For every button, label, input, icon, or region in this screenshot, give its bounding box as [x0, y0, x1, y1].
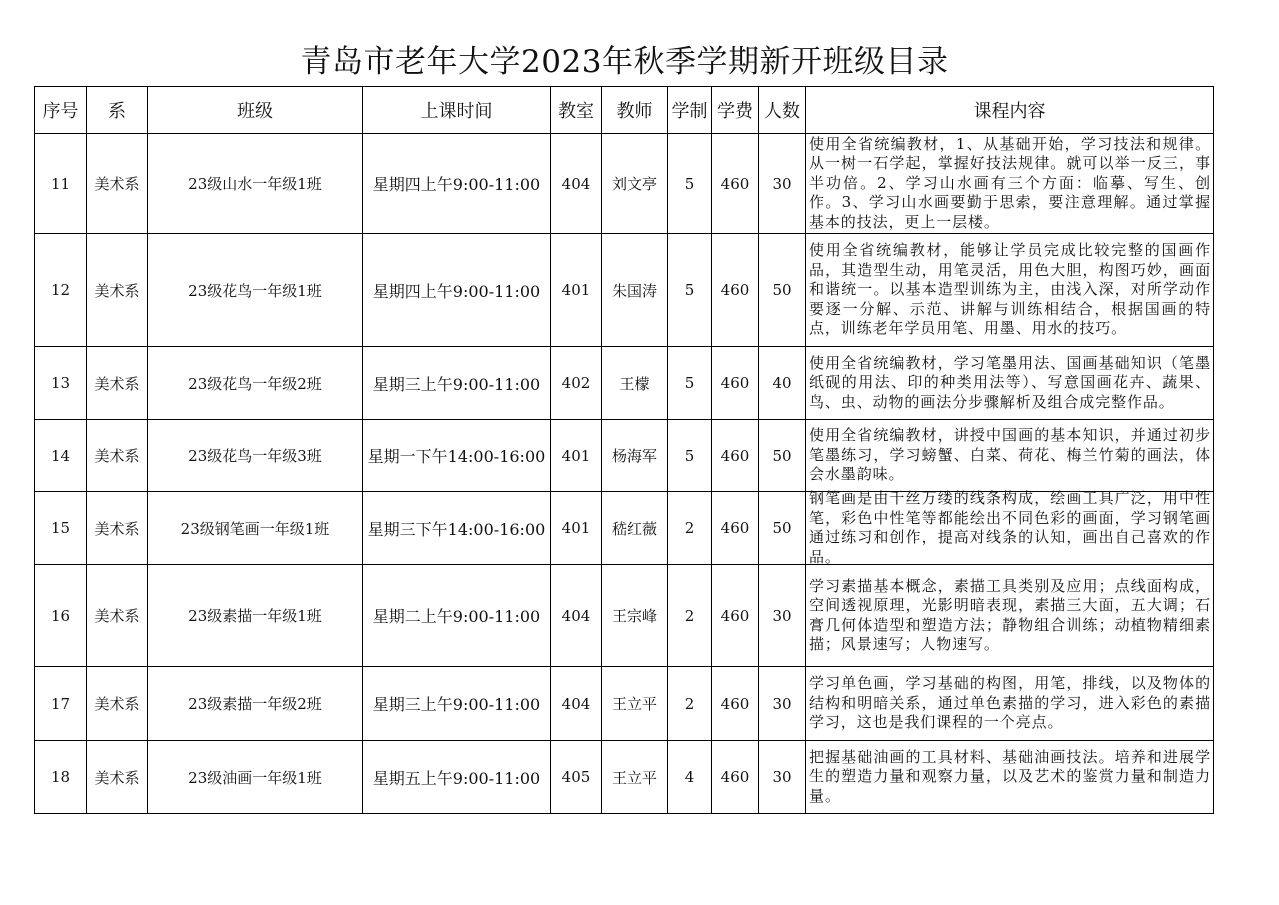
cell-class-name: 23级钢笔画一年级1班	[148, 492, 363, 564]
table-row	[35, 565, 1214, 667]
cell-class-name: 23级素描一年级2班	[148, 667, 363, 740]
cell-schedule: 星期三上午9:00-11:00	[363, 667, 551, 740]
cell-no: 17	[35, 667, 87, 740]
cell-class-name: 23级山水一年级1班	[148, 134, 363, 233]
cell-schedule: 星期一下午14:00-16:00	[363, 420, 551, 491]
cell-duration: 5	[668, 347, 712, 419]
cell-course-content	[806, 347, 1214, 419]
cell-no: 13	[35, 347, 87, 419]
cell-capacity: 50	[759, 234, 806, 346]
cell-classroom: 401	[551, 492, 602, 564]
cell-classroom: 402	[551, 347, 602, 419]
cell-duration: 5	[668, 234, 712, 346]
cell-duration: 2	[668, 492, 712, 564]
course-content-text: 把握基础油画的工具材料、基础油画技法。培养和进展学生的塑造力量和观察力量，以及艺术的鉴赏力量和制造力量。	[809, 747, 1211, 805]
header-schedule: 上课时间	[363, 87, 551, 133]
cell-capacity: 50	[759, 492, 806, 564]
course-content-text: 使用全省统编教材，能够让学员完成比较完整的国画作品，其造型生动，用笔灵活，用色大胆，构图巧妙，画面和谐统一。以基本造型训练为主，由浅入深，对所学动作要逐一分解、示范、讲解与训练相结合，根据国画的特点，训练老年学员用笔、用墨、用水的技巧。	[809, 241, 1211, 338]
cell-tuition: 460	[712, 492, 759, 564]
cell-department: 美术系	[87, 234, 148, 346]
cell-department: 美术系	[87, 134, 148, 233]
cell-capacity: 40	[759, 347, 806, 419]
cell-course-content	[806, 420, 1214, 491]
cell-classroom: 401	[551, 234, 602, 346]
cell-tuition: 460	[712, 741, 759, 813]
cell-classroom: 405	[551, 741, 602, 813]
cell-class-name: 23级花鸟一年级3班	[148, 420, 363, 491]
cell-classroom: 404	[551, 134, 602, 233]
cell-department: 美术系	[87, 741, 148, 813]
cell-teacher: 王檬	[602, 347, 668, 419]
cell-tuition: 460	[712, 667, 759, 740]
cell-course-content	[806, 565, 1214, 666]
cell-no: 18	[35, 741, 87, 813]
cell-schedule: 星期二上午9:00-11:00	[363, 565, 551, 666]
cell-tuition: 460	[712, 565, 759, 666]
header-tuition: 学费	[712, 87, 759, 133]
cell-no: 15	[35, 492, 87, 564]
table-row	[35, 234, 1214, 347]
cell-department: 美术系	[87, 420, 148, 491]
course-content-text: 使用全省统编教材，学习笔墨用法、国画基础知识（笔墨纸砚的用法、印的种类用法等）、写意国画花卉、蔬果、鸟、虫、动物的画法分步骤解析及组合成完整作品。	[809, 353, 1211, 411]
cell-tuition: 460	[712, 234, 759, 346]
course-content-text: 钢笔画是由千丝万缕的线条构成，绘画工具广泛，用中性笔，彩色中性笔等都能绘出不同色彩的画面，学习钢笔画通过练习和创作，提高对线条的认知，画出自己喜欢的作品。	[809, 489, 1211, 566]
cell-tuition: 460	[712, 347, 759, 419]
cell-teacher: 王立平	[602, 741, 668, 813]
cell-schedule: 星期五上午9:00-11:00	[363, 741, 551, 813]
header-no: 序号	[35, 87, 87, 133]
course-content-text: 使用全省统编教材，讲授中国画的基本知识，并通过初步笔墨练习，学习螃蟹、白菜、荷花、梅兰竹菊的画法，体会水墨韵味。	[809, 426, 1211, 484]
cell-schedule: 星期四上午9:00-11:00	[363, 134, 551, 233]
cell-class-name: 23级素描一年级1班	[148, 565, 363, 666]
cell-teacher: 刘文亭	[602, 134, 668, 233]
cell-department: 美术系	[87, 667, 148, 740]
cell-duration: 4	[668, 741, 712, 813]
cell-capacity: 30	[759, 565, 806, 666]
cell-class-name: 23级油画一年级1班	[148, 741, 363, 813]
cell-course-content	[806, 667, 1214, 740]
cell-capacity: 30	[759, 741, 806, 813]
cell-duration: 5	[668, 134, 712, 233]
cell-teacher: 王立平	[602, 667, 668, 740]
table-header-row	[35, 87, 1214, 134]
table-row	[35, 134, 1214, 234]
table-row	[35, 420, 1214, 492]
cell-course-content	[806, 741, 1214, 813]
cell-classroom: 404	[551, 667, 602, 740]
cell-class-name: 23级花鸟一年级1班	[148, 234, 363, 346]
header-course-content: 课程内容	[806, 87, 1214, 133]
cell-teacher: 朱国涛	[602, 234, 668, 346]
header-capacity: 人数	[759, 87, 806, 133]
course-content-text: 学习单色画，学习基础的构图，用笔，排线，以及物体的结构和明暗关系，通过单色素描的学习，进入彩色的素描学习，这也是我们课程的一个亮点。	[809, 674, 1211, 732]
page-title: 青岛市老年大学2023年秋季学期新开班级目录	[300, 44, 949, 80]
table-row	[35, 741, 1214, 814]
header-duration: 学制	[668, 87, 712, 133]
cell-no: 11	[35, 134, 87, 233]
cell-schedule: 星期三下午14:00-16:00	[363, 492, 551, 564]
cell-teacher: 王宗峰	[602, 565, 668, 666]
cell-duration: 2	[668, 565, 712, 666]
cell-course-content	[806, 489, 1214, 566]
cell-no: 12	[35, 234, 87, 346]
header-department: 系	[87, 87, 148, 133]
cell-schedule: 星期三上午9:00-11:00	[363, 347, 551, 419]
class-catalog-table	[34, 86, 1214, 814]
cell-course-content	[806, 134, 1214, 233]
table-row	[35, 489, 1214, 566]
header-classroom: 教室	[551, 87, 602, 133]
cell-capacity: 30	[759, 667, 806, 740]
course-content-text: 使用全省统编教材，1、从基础开始，学习技法和规律。从一树一石学起，掌握好技法规律。就可以举一反三，事半功倍。2、学习山水画有三个方面：临摹、写生、创作。3、学习山水画要勤于思索，要注意理解。通过掌握基本的技法，更上一层楼。	[809, 134, 1211, 231]
cell-capacity: 50	[759, 420, 806, 491]
cell-duration: 2	[668, 667, 712, 740]
cell-schedule: 星期四上午9:00-11:00	[363, 234, 551, 346]
cell-class-name: 23级花鸟一年级2班	[148, 347, 363, 419]
cell-course-content	[806, 234, 1214, 346]
cell-classroom: 401	[551, 420, 602, 491]
cell-duration: 5	[668, 420, 712, 491]
cell-classroom: 404	[551, 565, 602, 666]
table-row	[35, 667, 1214, 741]
cell-department: 美术系	[87, 347, 148, 419]
cell-tuition: 460	[712, 134, 759, 233]
cell-capacity: 30	[759, 134, 806, 233]
cell-tuition: 460	[712, 420, 759, 491]
cell-department: 美术系	[87, 492, 148, 564]
cell-department: 美术系	[87, 565, 148, 666]
header-teacher: 教师	[602, 87, 668, 133]
course-content-text: 学习素描基本概念，素描工具类别及应用；点线面构成，空间透视原理，光影明暗表现，素描三大面，五大调；石膏几何体造型和塑造方法；静物组合训练；动植物精细素描；风景速写；人物速写。	[809, 576, 1211, 653]
header-class-name: 班级	[148, 87, 363, 133]
cell-teacher: 嵇红薇	[602, 492, 668, 564]
cell-no: 14	[35, 420, 87, 491]
table-row	[35, 347, 1214, 420]
cell-no: 16	[35, 565, 87, 666]
cell-teacher: 杨海军	[602, 420, 668, 491]
